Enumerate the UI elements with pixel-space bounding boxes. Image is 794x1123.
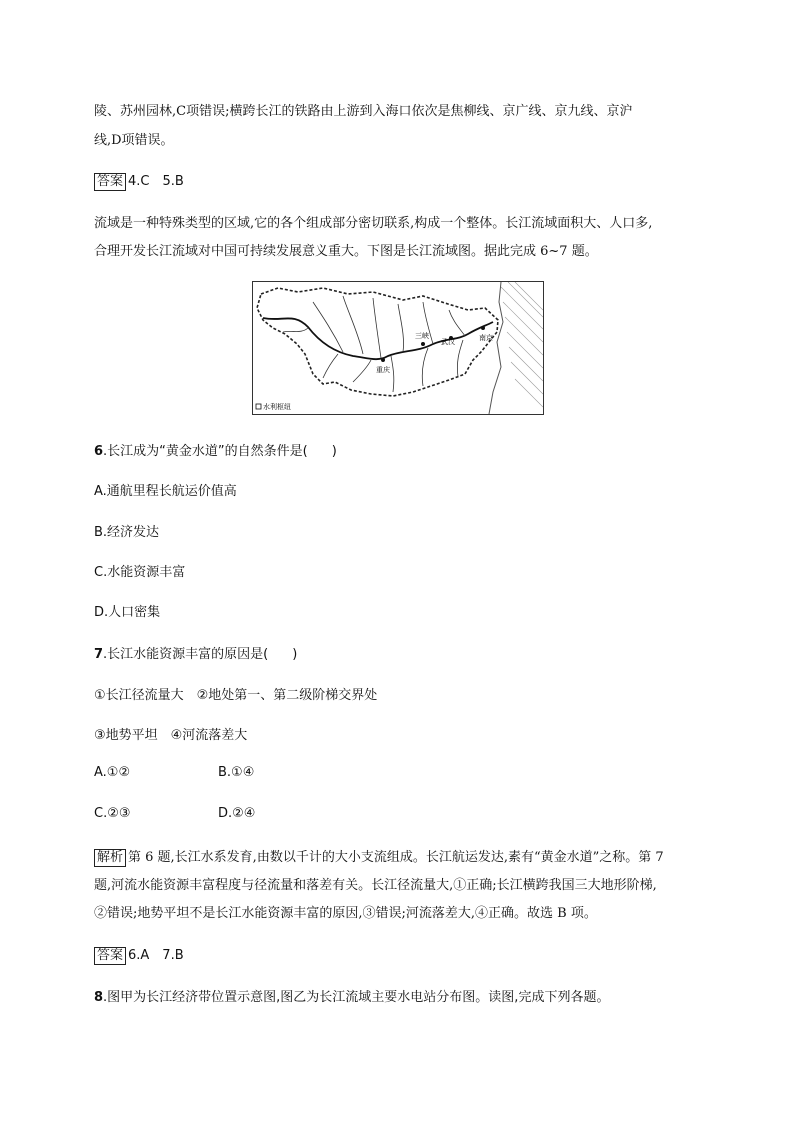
basin-boundary <box>257 288 498 396</box>
answer-block-2 <box>94 944 184 965</box>
yangtze-basin-map <box>252 281 544 415</box>
label-nanjing: 南京 <box>479 334 493 342</box>
coastline <box>489 282 503 414</box>
label-chongqing: 重庆 <box>376 366 390 374</box>
q7-items-line-2: ③地势平坦 ④河流落差大 <box>94 728 248 743</box>
label-sanxia: 三峡 <box>415 332 429 340</box>
q7-option-a[interactable]: A.①② <box>94 765 131 780</box>
q7-options-row-1 <box>94 765 254 780</box>
q6-option-b[interactable]: B.经济发达 <box>94 525 160 540</box>
answer-tag: 答案 <box>94 173 126 191</box>
question-number: 7 <box>94 647 104 662</box>
question-text: .图甲为长江经济带位置示意图,图乙为长江流域主要水电站分布图。读图,完成下列各题。 <box>103 990 610 1005</box>
bracket-close: ) <box>292 647 298 662</box>
analysis-tag: 解析 <box>94 849 126 867</box>
q7-options-row-2 <box>94 806 255 821</box>
question-6-stem <box>94 440 337 459</box>
tributaries <box>283 296 465 392</box>
question-number: 8 <box>94 990 104 1005</box>
answer-block-1 <box>94 170 184 191</box>
question-7-stem <box>94 643 297 662</box>
answer-text: 6.A 7.B <box>128 948 184 963</box>
analysis-line-1 <box>94 846 664 867</box>
q7-items-line-1: ①长江径流量大 ②地处第一、第二级阶梯交界处 <box>94 688 378 703</box>
question-8-stem <box>94 986 609 1005</box>
legend-symbol <box>256 404 261 409</box>
intro-line-2: 线,D项错误。 <box>94 133 174 148</box>
question-text: .长江成为“黄金水道”的自然条件是( <box>103 444 308 459</box>
question-text: .长江水能资源丰富的原因是( <box>103 647 269 662</box>
q7-option-b[interactable]: B.①④ <box>218 765 255 780</box>
answer-tag: 答案 <box>94 947 126 965</box>
bracket-close: ) <box>331 444 337 459</box>
label-wuhan: 武汉 <box>441 338 455 346</box>
q7-option-c[interactable]: C.②③ <box>94 806 131 821</box>
answer-text: 4.C 5.B <box>128 174 184 189</box>
passage-line-1: 流域是一种特殊类型的区域,它的各个组成部分密切联系,构成一个整体。长江流域面积大、人口多, <box>94 216 653 231</box>
passage-line-2: 合理开发长江流域对中国可持续发展意义重大。下图是长江流域图。据此完成 6~7 题。 <box>94 244 598 259</box>
q7-option-d[interactable]: D.②④ <box>218 806 256 821</box>
analysis-line-2: 题,河流水能资源丰富程度与径流量和落差有关。长江径流量大,①正确;长江横跨我国三大地形阶梯, <box>94 878 657 893</box>
q6-option-d[interactable]: D.人口密集 <box>94 605 161 620</box>
question-number: 6 <box>94 444 104 459</box>
map-graphic <box>253 282 543 414</box>
intro-line-1: 陵、苏州园林,C项错误;横跨长江的铁路由上游到入海口依次是焦柳线、京广线、京九线、京沪 <box>94 104 633 119</box>
legend-caption: 水利枢纽 <box>263 403 291 411</box>
analysis-text: 第 6 题,长江水系发育,由数以千计的大小支流组成。长江航运发达,素有“黄金水道”之称。第 7 <box>128 850 664 865</box>
q6-option-c[interactable]: C.水能资源丰富 <box>94 565 186 580</box>
q6-option-a[interactable]: A.通航里程长航运价值高 <box>94 484 237 499</box>
coast-shading <box>501 282 543 407</box>
analysis-line-3: ②错误;地势平坦不是长江水能资源丰富的原因,③错误;河流落差大,④正确。故选 B 项。 <box>94 906 597 921</box>
